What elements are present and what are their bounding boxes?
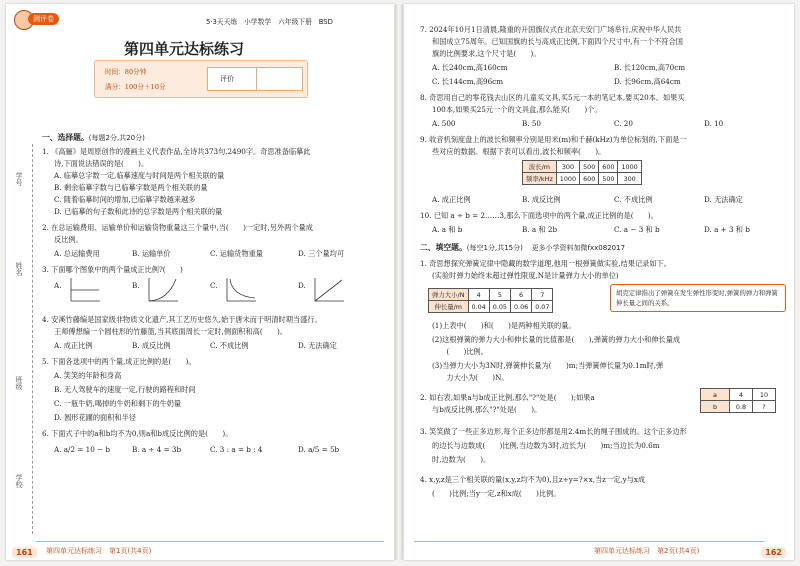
fill3-line1: 3. 笑笑做了一些正多边形,每个正多边形都是用2.4m长的绳子围成的。这个正多边形 — [420, 427, 687, 436]
fill1-cell: 0.07 — [532, 301, 553, 313]
page-title: 第四单元达标练习 — [124, 40, 245, 58]
section2-heading: 二、填空题。(每空1分,共15分) 更多小学资料加微fxx082017 — [420, 243, 626, 252]
fill1-line3: ( )比例。 — [432, 347, 488, 356]
q9-cell: 1000 — [556, 173, 579, 185]
q4-stem-line2: 王师傅想编一个圆柱形的竹藤篮,当其底面周长一定时,侧面积和高( )。 — [54, 327, 287, 336]
q9-table — [522, 160, 642, 185]
q6-option-c[interactable]: C. 3 : a = b : 4 — [210, 445, 263, 454]
fill2-cell: ? — [753, 401, 776, 413]
fill1-table — [428, 288, 553, 313]
fill2-stem-line2: 与b成反比例,那么"?"处是( )。 — [432, 405, 542, 414]
q3-stem: 3. 下面哪个图象中的两个量成正比例?( ) — [42, 265, 183, 274]
q8-option-d[interactable]: D. 10 — [704, 119, 724, 128]
page-footer: 第四单元达标练习 第2页(共4页) — [594, 547, 700, 555]
series-badge: 测评卷 — [14, 10, 70, 30]
fill1-row2-label: 伸长量/m — [429, 301, 469, 313]
q9-row1-label: 波长/m — [523, 161, 557, 173]
q5-option-b[interactable]: B. 无人驾驶车的速度一定,行驶的路程和时间 — [54, 385, 196, 394]
fill1-cell: 4 — [468, 289, 489, 301]
fill1-row1-label: 弹力大小/N — [429, 289, 469, 301]
q7-option-c[interactable]: C. 长144cm,高96cm — [432, 77, 504, 86]
series-info: 5·3天天练 小学数学 六年级下册 BSD — [206, 18, 333, 26]
q1-option-a[interactable]: A. 临摹总字数一定,临摹速度与时间是两个相关联的量 — [54, 171, 225, 180]
q9-stem-line2: 些对应的数据。根据下表可以看出,波长和频率( )。 — [432, 147, 606, 156]
q7-option-b[interactable]: B. 长120cm,高70cm — [614, 63, 686, 72]
q9-cell: 300 — [618, 173, 641, 185]
fill4-line2: ( )比例;当y一定,z和x成( )比例。 — [432, 489, 561, 498]
q4-stem-line1: 4. 安溪竹藤编是国家级非物质文化遗产,其工艺历史悠久,始于唐末而于明清时期当盛行。 — [42, 315, 322, 324]
info-box — [94, 60, 308, 98]
section2-note: 更多小学资料加微fxx082017 — [531, 244, 626, 252]
fill2-table — [700, 388, 776, 413]
q9-cell: 1000 — [618, 161, 641, 173]
q9-option-a[interactable]: A. 成正比例 — [432, 195, 471, 204]
side-label-student-id: 学号 — [15, 172, 23, 186]
q9-option-b[interactable]: B. 成反比例 — [522, 195, 561, 204]
q8-stem-line1: 8. 奇思用自己的零花钱去山区的儿童买文具,买5元一本的笔记本,要买20本。如果买 — [420, 93, 685, 102]
q6-option-a[interactable]: A. a/2 = 10 − b — [54, 445, 110, 454]
q1-option-b[interactable]: B. 剩余临摹字数与已临摹字数是两个相关联的量 — [54, 183, 208, 192]
q8-stem-line2: 100本,如果买25元一个的文具盒,那么能买( )个。 — [432, 105, 602, 114]
q9-option-c[interactable]: C. 不成比例 — [614, 195, 653, 204]
q5-option-c[interactable]: C. 一瓶牛奶,喝掉的牛奶和剩下的牛奶量 — [54, 399, 182, 408]
fill2-cell: 10 — [753, 389, 776, 401]
section1-heading: 一、选择题。(每题2分,共20分) — [42, 133, 145, 142]
page-footer: 第四单元达标练习 第1页(共4页) — [46, 547, 152, 555]
q10-option-d[interactable]: D. a + 3 和 b — [704, 225, 750, 234]
q1-option-d[interactable]: D. 已临摹的句子数和此诗的总字数是两个相关联的量 — [54, 207, 223, 216]
fill2-cell: 0.8 — [730, 401, 753, 413]
q7-stem-line1: 7. 2024年10月1日清晨,隆重的升国旗仪式在北京天安门广场举行,庆祝中华人民共 — [420, 25, 682, 34]
fill1-stem-line1: 1. 奇思想探究弹簧定律中隐藏的数学道理,他用一根弹簧做实验,结果记录如下。 — [420, 259, 671, 268]
book-spine — [395, 4, 403, 560]
left-page — [6, 4, 394, 560]
q3-graph-b — [146, 276, 180, 304]
evaluation-divider — [256, 68, 257, 90]
q7-stem-line3: 旗的比例要求,这个尺寸是( )。 — [432, 49, 541, 58]
side-label-school: 学校 — [15, 474, 23, 488]
q4-option-b[interactable]: B. 成反比例 — [132, 341, 171, 350]
fill2-cell: 4 — [730, 389, 753, 401]
q9-cell: 500 — [599, 173, 618, 185]
q6-option-d[interactable]: D. a/5 = 5b — [298, 445, 340, 454]
q10-option-c[interactable]: C. a − 3 和 b — [614, 225, 660, 234]
page-number: 161 — [12, 547, 37, 558]
q7-option-d[interactable]: D. 长96cm,高64cm — [614, 77, 681, 86]
evaluation-label: 评价 — [220, 75, 234, 83]
side-label-name: 姓名 — [15, 262, 23, 276]
q3-option-d[interactable]: D. — [298, 281, 306, 290]
q2-stem-line1: 2. 在总运输费用、运输单价和运输货物重量这三个量中,当( )一定时,另外两个量成 — [42, 223, 313, 232]
fill1-cell: 7 — [532, 289, 553, 301]
fill1-line2: (2)这根弹簧的弹力大小和伸长量的比值都是( ),弹簧的弹力大小和伸长量成 — [432, 335, 681, 344]
q5-option-d[interactable]: D. 圆形花圃的面积和半径 — [54, 413, 136, 422]
q2-stem-line2: 反比例。 — [54, 235, 83, 244]
q2-option-a[interactable]: A. 总运输费用 — [54, 249, 100, 258]
fill1-line4: (3)当弹力大小为3N时,弹簧伸长量为( )m;当弹簧伸长量为0.1m时,弹 — [432, 361, 664, 370]
fill1-cell: 0.05 — [489, 301, 510, 313]
q9-option-d[interactable]: D. 无法确定 — [704, 195, 743, 204]
q3-option-a[interactable]: A. — [54, 281, 62, 290]
q9-cell: 600 — [580, 173, 599, 185]
q2-option-d[interactable]: D. 三个量均可 — [298, 249, 345, 258]
fill1-line5: 力大小为( )N。 — [432, 373, 509, 382]
q5-option-a[interactable]: A. 笑笑的年龄和身高 — [54, 371, 122, 380]
q8-option-b[interactable]: B. 50 — [522, 119, 541, 128]
q2-option-b[interactable]: B. 运输单价 — [132, 249, 171, 258]
fill1-cell: 0.06 — [510, 301, 531, 313]
page-number: 162 — [761, 547, 786, 558]
q7-stem-line2: 和国成立75周年。已知国旗的长与高成正比例,下面四个尺寸中,有一个不符合国 — [432, 37, 683, 46]
fill1-cell: 5 — [489, 289, 510, 301]
q3-graph-c — [224, 276, 258, 304]
right-page — [404, 4, 794, 560]
fill2-row1-label: a — [701, 389, 730, 401]
cut-line — [32, 144, 33, 534]
fill1-line1: (1)上表中( )和( )是两种相关联的量。 — [432, 321, 576, 330]
q5-stem: 5. 下面各选项中的两个量,成正比例的是( )。 — [42, 357, 196, 366]
evaluation-box[interactable] — [207, 67, 303, 91]
q10-stem: 10. 已知 a ÷ b = 2……3,那么下面选项中的两个量,成正比例的是( )。 — [420, 211, 658, 220]
side-label-class: 班级 — [15, 376, 23, 390]
fill2-stem-line1: 2. 如右表,如果a与b成正比例,那么"?"处是( );如果a — [420, 393, 595, 402]
footer-rule — [414, 541, 764, 542]
fill1-cell: 0.04 — [468, 301, 489, 313]
q9-stem-line1: 9. 收音机刻度盘上的波长和频率分别是用米(m)和千赫(kHz)为单位标刻的,下面是一 — [420, 135, 687, 144]
q6-stem: 6. 下面式子中的a和b均不为0,则a和b成反比例的是( )。 — [42, 429, 233, 438]
q1-stem-line1: 1. 《高骊》是周原创作的漫画主义代表作品,全诗共373句,2490字。奇思准备临摹此 — [42, 147, 311, 156]
q4-option-c[interactable]: C. 不成比例 — [210, 341, 249, 350]
q1-stem-line2: 诗,下面说法错误的是( )。 — [54, 159, 149, 168]
fill1-cell: 6 — [510, 289, 531, 301]
q9-cell: 300 — [556, 161, 579, 173]
time-label: 时间：80分钟 — [105, 68, 147, 76]
fill3-line3: 时,边数为( )。 — [432, 455, 491, 464]
q4-option-d[interactable]: D. 无法确定 — [298, 341, 337, 350]
fill3-line2: 的边长与边数成( )比例,当边数为3时,边长为( )m;当边长为0.6m — [432, 441, 660, 450]
q2-option-c[interactable]: C. 运输货物重量 — [210, 249, 263, 258]
q10-option-a[interactable]: A. a 和 b — [432, 225, 463, 234]
fill2-row2-label: b — [701, 401, 730, 413]
fill4-line1: 4. x,y,z是三个相关联的量(x,y,z均不为0),且z÷y=?×x,当z一定,y与x成 — [420, 475, 646, 484]
q8-option-a[interactable]: A. 500 — [432, 119, 456, 128]
q6-option-b[interactable]: B. a ÷ 4 = 3b — [132, 445, 182, 454]
footer-rule — [36, 541, 384, 542]
q4-option-a[interactable]: A. 成正比例 — [54, 341, 93, 350]
q9-cell: 600 — [599, 161, 618, 173]
score-label: 满分：100分＋10分 — [105, 83, 166, 91]
q3-graph-a — [68, 276, 102, 304]
q3-graph-d — [312, 276, 346, 304]
q9-row2-label: 频率/kHz — [523, 173, 557, 185]
q7-option-a[interactable]: A. 长240cm,高160cm — [432, 63, 508, 72]
q3-option-b[interactable]: B. — [132, 281, 140, 290]
q3-option-c[interactable]: C. — [210, 281, 218, 290]
q9-cell: 500 — [580, 161, 599, 173]
q10-option-b[interactable]: B. a 和 2b — [522, 225, 558, 234]
hooke-law-note: 胡克定律指出了弹簧在发生弹性形变时,弹簧的弹力和弹簧伸长量之间的关系。 — [610, 284, 786, 312]
q8-option-c[interactable]: C. 20 — [614, 119, 633, 128]
fill1-stem-line2: (实验时弹力始终未超过弹性限度,N是计量弹力大小的单位) — [432, 271, 619, 280]
q1-option-c[interactable]: C. 随着临摹时间的增加,已临摹字数越来越多 — [54, 195, 196, 204]
